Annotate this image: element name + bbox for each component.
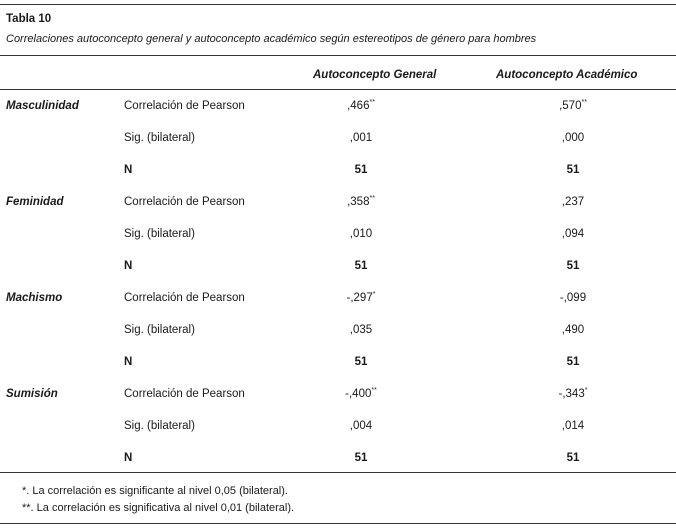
caption-rule bbox=[0, 55, 676, 56]
statistic-label: Sig. (bilateral) bbox=[124, 132, 195, 144]
value-cell-academico bbox=[513, 356, 633, 368]
statistic-label: N bbox=[124, 260, 133, 272]
value-cell-academico bbox=[513, 388, 633, 400]
value-cell-academico bbox=[513, 292, 633, 304]
header-rule bbox=[0, 89, 676, 90]
value-cell-general bbox=[301, 292, 421, 304]
statistic-label: Correlación de Pearson bbox=[124, 196, 245, 208]
bottom-rule bbox=[0, 472, 676, 473]
row-group-label: Feminidad bbox=[6, 196, 64, 208]
value-text: ,570 bbox=[559, 100, 582, 112]
value-cell-general bbox=[301, 452, 421, 464]
value-text: ,000 bbox=[561, 132, 585, 144]
value-text: ,035 bbox=[349, 324, 373, 336]
value-text: ,490 bbox=[561, 324, 585, 336]
footnote-0-01: **. La correlación es significativa al nivel 0,01 (bilateral). bbox=[22, 502, 295, 514]
statistic-label: N bbox=[124, 452, 133, 464]
top-rule bbox=[0, 4, 676, 5]
value-text: 51 bbox=[354, 164, 368, 176]
value-cell-academico bbox=[513, 132, 633, 144]
significance-marker: ** bbox=[369, 99, 375, 107]
value-cell-academico bbox=[513, 420, 633, 432]
value-cell-general bbox=[301, 260, 421, 272]
value-cell-general bbox=[301, 196, 421, 208]
value-text: -,400 bbox=[345, 388, 372, 400]
value-text: -,343 bbox=[558, 388, 585, 400]
value-cell-academico bbox=[513, 324, 633, 336]
value-cell-academico bbox=[513, 196, 633, 208]
statistic-label: Sig. (bilateral) bbox=[124, 324, 195, 336]
value-cell-academico bbox=[513, 260, 633, 272]
value-text: ,094 bbox=[561, 228, 585, 240]
value-text: ,010 bbox=[349, 228, 373, 240]
table-caption: Correlaciones autoconcepto general y autoconcepto académico según estereotipos de género para hombres bbox=[6, 33, 537, 45]
value-text: ,237 bbox=[561, 196, 585, 208]
row-group-label: Machismo bbox=[6, 292, 63, 304]
value-text: ,014 bbox=[561, 420, 585, 432]
row-group-label: Sumisión bbox=[6, 388, 58, 400]
statistic-label: Sig. (bilateral) bbox=[124, 228, 195, 240]
value-cell-academico bbox=[513, 452, 633, 464]
statistic-label: Sig. (bilateral) bbox=[124, 420, 195, 432]
statistic-label: Correlación de Pearson bbox=[124, 292, 245, 304]
column-header-autoconcepto-academico: Autoconcepto Académico bbox=[496, 69, 638, 81]
value-text: ,358 bbox=[347, 196, 370, 208]
row-group-label: Masculinidad bbox=[6, 100, 79, 112]
value-cell-academico bbox=[513, 164, 633, 176]
value-text: 51 bbox=[354, 356, 368, 368]
statistic-label: Correlación de Pearson bbox=[124, 388, 245, 400]
significance-marker: ** bbox=[371, 387, 377, 395]
value-text: -,099 bbox=[559, 292, 587, 304]
value-text: 51 bbox=[354, 260, 368, 272]
value-cell-general bbox=[301, 356, 421, 368]
value-text: ,004 bbox=[349, 420, 373, 432]
value-cell-general bbox=[301, 388, 421, 400]
value-text: ,466 bbox=[347, 100, 370, 112]
statistic-label: N bbox=[124, 164, 133, 176]
value-cell-general bbox=[301, 228, 421, 240]
value-cell-academico bbox=[513, 228, 633, 240]
value-text: 51 bbox=[566, 356, 580, 368]
column-header-autoconcepto-general: Autoconcepto General bbox=[313, 69, 437, 81]
significance-marker: * bbox=[584, 387, 588, 395]
significance-marker: ** bbox=[369, 195, 375, 203]
footnote-0-05: *. La correlación es significante al nivel 0,05 (bilateral). bbox=[22, 485, 288, 497]
value-text: 51 bbox=[566, 260, 580, 272]
significance-marker: * bbox=[372, 291, 376, 299]
value-text: 51 bbox=[566, 452, 580, 464]
value-text: -,297 bbox=[346, 292, 373, 304]
value-text: 51 bbox=[354, 452, 368, 464]
value-cell-general bbox=[301, 100, 421, 112]
statistic-label: Correlación de Pearson bbox=[124, 100, 245, 112]
value-text: ,001 bbox=[349, 132, 373, 144]
footer-rule bbox=[0, 523, 676, 524]
value-cell-academico bbox=[513, 100, 633, 112]
value-cell-general bbox=[301, 420, 421, 432]
value-cell-general bbox=[301, 324, 421, 336]
value-text: 51 bbox=[566, 164, 580, 176]
significance-marker: ** bbox=[581, 99, 587, 107]
statistic-label: N bbox=[124, 356, 133, 368]
table-number: Tabla 10 bbox=[6, 13, 52, 25]
value-cell-general bbox=[301, 164, 421, 176]
value-cell-general bbox=[301, 132, 421, 144]
